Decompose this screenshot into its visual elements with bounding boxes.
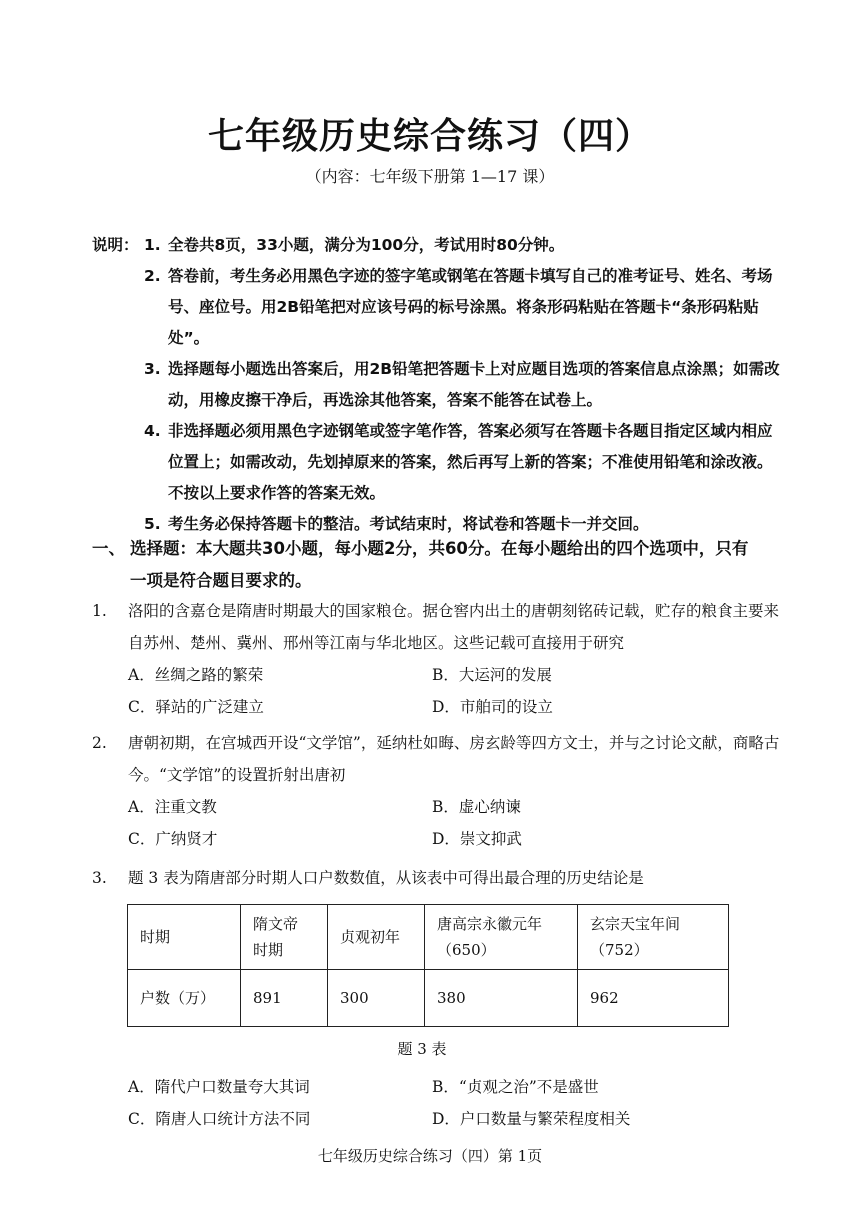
page-title: 七年级历史综合练习（四） xyxy=(207,115,652,157)
page-subtitle: （内容：七年级下册第 1—17 课） xyxy=(305,167,555,186)
instructions-lead: 说明： xyxy=(92,236,139,254)
instruction-text: 选择题每小题选出答案后，用2B铅笔把答题卡上对应题目选项的答案信息点涂黑；如需改动，用橡皮擦干净后，再选涂其他答案，答案不能答在试卷上。 xyxy=(168,360,780,409)
section-index: 一、 xyxy=(92,539,125,558)
instruction-number: 1. xyxy=(144,236,161,254)
question-stem: 洛阳的含嘉仓是隋唐时期最大的国家粮仓。据仓窖内出土的唐朝刻铭砖记载，贮存的粮食主要来自苏州、楚州、冀州、邢州等江南与华北地区。这些记载可直接用于研究 xyxy=(128,602,780,652)
instruction-number: 5. xyxy=(144,515,161,533)
instructions xyxy=(92,230,782,540)
table-cell: 380 xyxy=(425,970,578,1027)
header-line: 玄宗天宝年间 xyxy=(590,915,681,933)
option-d: D．市舶司的设立 xyxy=(432,698,553,716)
option-c: C．广纳贤才 xyxy=(128,830,218,848)
option-b: B．大运河的发展 xyxy=(432,666,552,684)
options xyxy=(92,1071,782,1135)
table-header-cell xyxy=(425,905,578,970)
option-b: B．虚心纳谏 xyxy=(432,798,521,816)
table-cell: 300 xyxy=(328,970,425,1027)
question-1 xyxy=(92,595,782,723)
section-text-line2: 一项是符合题目要求的。 xyxy=(130,571,312,590)
option-a: A．注重文教 xyxy=(128,798,217,816)
option-d: D．户口数量与繁荣程度相关 xyxy=(432,1110,631,1128)
option-a: A．隋代户口数量夸大其词 xyxy=(128,1078,310,1096)
instruction-item xyxy=(144,416,782,509)
options xyxy=(92,791,782,855)
question-stem: 题 3 表为隋唐部分时期人口户数数值，从该表中可得出最合理的历史结论是 xyxy=(128,869,644,887)
table-cell: 891 xyxy=(241,970,328,1027)
question-number: 1. xyxy=(92,602,107,620)
section-text-line1: 选择题：本大题共30小题，每小题2分，共60分。在每小题给出的四个选项中，只有 xyxy=(130,539,749,558)
option-c: C．驿站的广泛建立 xyxy=(128,698,264,716)
header-line: 时期 xyxy=(140,928,171,946)
table-row xyxy=(128,970,729,1027)
data-table xyxy=(127,904,729,1027)
header-line: （650） xyxy=(437,941,496,959)
question-3 xyxy=(92,862,782,1135)
instruction-item xyxy=(144,354,782,416)
table-header-cell xyxy=(241,905,328,970)
header-line: （752） xyxy=(590,941,649,959)
header-line: 时期 xyxy=(253,941,284,959)
option-c: C．隋唐人口统计方法不同 xyxy=(128,1110,311,1128)
table-header-cell xyxy=(578,905,729,970)
instruction-number: 3. xyxy=(144,360,161,378)
instruction-text: 非选择题必须用黑色字迹钢笔或签字笔作答，答案必须写在答题卡各题目指定区域内相应位置上；如需改动，先划掉原来的答案，然后再写上新的答案；不准使用铅笔和涂改液。不按以上要求作答的答案无效。 xyxy=(168,422,773,502)
instruction-number: 2. xyxy=(144,267,161,285)
table-caption: 题 3 表 xyxy=(397,1040,447,1058)
header-line: 唐高宗永徽元年 xyxy=(437,915,543,933)
table-header-cell xyxy=(328,905,425,970)
option-d: D．崇文抑武 xyxy=(432,830,522,848)
instruction-item xyxy=(144,261,782,354)
question-2 xyxy=(92,727,782,855)
instruction-text: 全卷共8页，33小题，满分为100分，考试用时80分钟。 xyxy=(168,236,565,254)
instruction-text: 答卷前，考生务必用黑色字迹的签字笔或钢笔在答题卡填写自己的准考证号、姓名、考场号、座位号。用2B铅笔把对应该号码的标号涂黑。将条形码粘贴在答题卡“条形码粘贴处”。 xyxy=(168,267,773,347)
table-header-cell xyxy=(128,905,241,970)
header-line: 隋文帝 xyxy=(253,915,299,933)
instruction-item xyxy=(144,230,782,261)
table-header-row xyxy=(128,905,729,970)
option-a: A．丝绸之路的繁荣 xyxy=(128,666,264,684)
instruction-number: 4. xyxy=(144,422,161,440)
instructions-list xyxy=(92,230,782,540)
header-line: 贞观初年 xyxy=(340,928,401,946)
question-number: 3. xyxy=(92,869,107,887)
instruction-text: 考生务必保持答题卡的整洁。考试结束时，将试卷和答题卡一并交回。 xyxy=(168,515,649,533)
table-cell: 962 xyxy=(578,970,729,1027)
question-number: 2. xyxy=(92,734,107,752)
page-footer: 七年级历史综合练习（四）第 1页 xyxy=(317,1147,543,1165)
options xyxy=(92,659,782,723)
option-b: B．“贞观之治”不是盛世 xyxy=(432,1078,599,1096)
question-stem: 唐朝初期，在宫城西开设“文学馆”，延纳杜如晦、房玄龄等四方文士，并与之讨论文献，商略古今。“文学馆”的设置折射出唐初 xyxy=(128,734,780,784)
table-cell: 户数（万） xyxy=(128,970,241,1027)
section-heading xyxy=(92,533,782,597)
